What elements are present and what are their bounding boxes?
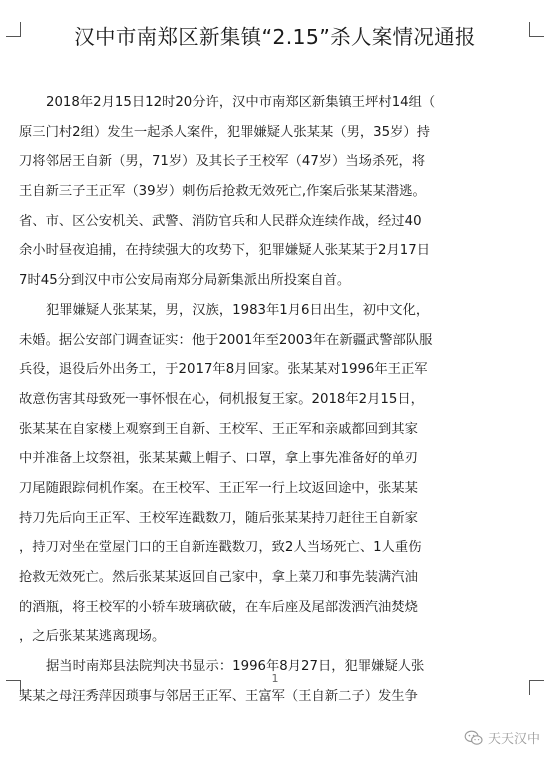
- wechat-icon: [464, 730, 484, 746]
- watermark: [464, 728, 540, 747]
- body-line: 据当时南郑县法院判决书显示：1996年8月27日，犯罪嫌疑人张: [46, 659, 425, 675]
- body-line: 持刀先后向王正军、王校军连戳数刀，随后张某某持刀赶往王自新家: [19, 510, 418, 526]
- body-line: 未婚。据公安部门调查证实：他于2001年至2003年在新疆武警部队服: [19, 332, 433, 348]
- body-line: 中并准备上坟祭祖，张某某戴上帽子、口罩，拿上事先准备好的单刃: [19, 451, 418, 467]
- body-line: 张某某在自家楼上观察到王自新、王校军、王正军和亲戚都回到其家: [19, 421, 418, 437]
- body-line: 故意伤害其母致死一事怀恨在心，伺机报复王家。2018年2月15日，: [19, 391, 424, 407]
- body-line: 的酒瓶，将王校军的小轿车玻璃砍破，在车后座及尾部泼洒汽油焚烧: [19, 599, 418, 615]
- body-line: 王自新三子王正军（39岁）刺伤后抢救无效死亡,作案后张某某潜逃。: [19, 184, 426, 200]
- body-line: 余小时昼夜追捕，在持续强大的攻势下，犯罪嫌疑人张某某于2月17日: [19, 243, 430, 259]
- body-line: 2018年2月15日12时20分许，汉中市南郑区新集镇王坪村14组（: [46, 95, 436, 110]
- body-line: 犯罪嫌疑人张某某，男，汉族，1983年1月6日出生，初中文化，: [46, 302, 430, 318]
- document-title: 汉中市南郑区新集镇“2.15”杀人案情况通报: [74, 25, 476, 49]
- watermark-text: 天天汉中: [487, 732, 540, 747]
- body-line: 原三门村2组）发生一起杀人案件，犯罪嫌疑人张某某（男，35岁）持: [19, 124, 430, 140]
- body-line: 刀尾随跟踪伺机作案。在王校军、王正军一行上坟返回途中，张某某: [19, 480, 418, 496]
- body-line: 刀将邻居王自新（男，71岁）及其长子王校军（47岁）当场杀死，将: [19, 154, 426, 170]
- body-line: 兵役，退役后外出务工，于2017年8月回家。张某某对1996年王正军: [19, 362, 428, 378]
- body-line: 某某之母汪秀萍因琐事与邻居王正军、王富军（王自新二子）发生争: [19, 688, 418, 704]
- body-line: 7时45分到汉中市公安局南郑分局新集派出所投案自首。: [19, 273, 351, 289]
- body-line: 省、市、区公安机关、武警、消防官兵和人民群众连续作战，经过40: [19, 213, 422, 229]
- page-number: 1: [271, 672, 279, 685]
- body-line: ，之后张某某逃离现场。: [19, 629, 166, 645]
- body-line: 抢救无效死亡。然后张某某返回自己家中，拿上菜刀和事先装满汽油: [19, 570, 418, 585]
- body-line: ，持刀对坐在堂屋门口的王自新连戳数刀，致2人当场死亡、1人重伤: [19, 540, 422, 556]
- document-body: [19, 88, 534, 711]
